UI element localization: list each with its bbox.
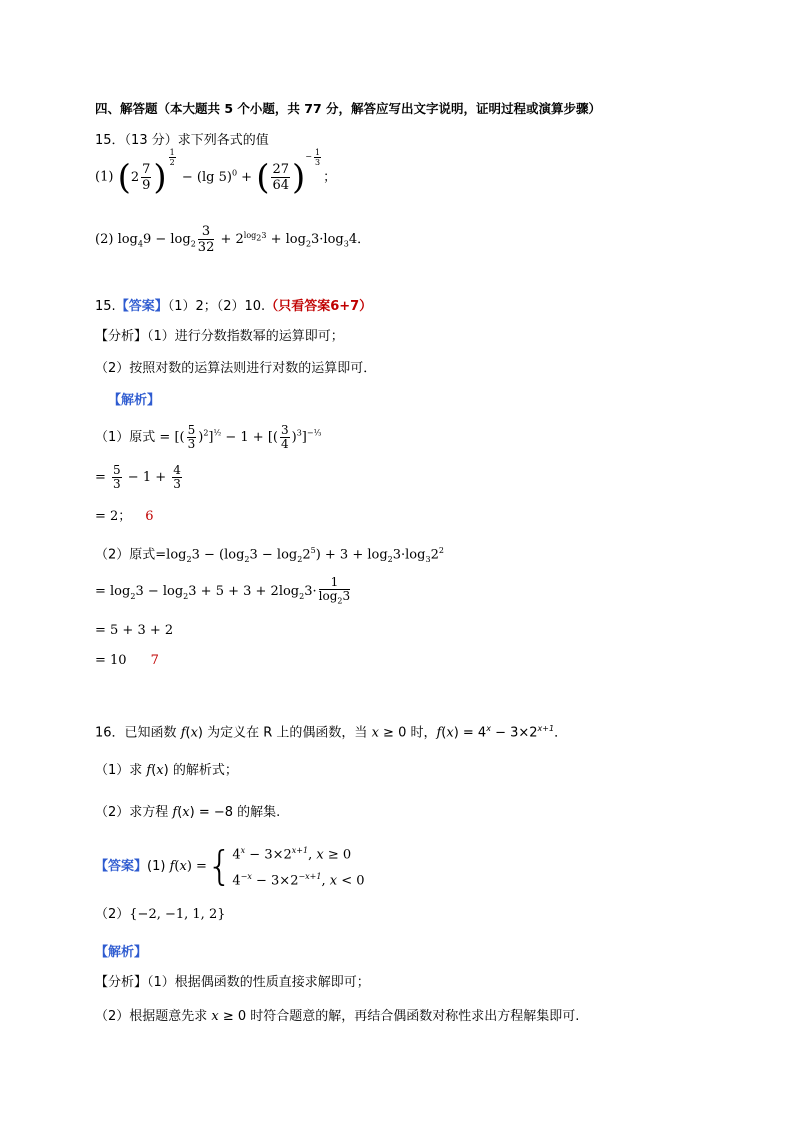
q15-part2-expression: $\log_49 - \log_2$ $\frac{3}{32}$ + $2^{log_23} + \log_23\cdot\log_34$．	[117, 224, 371, 255]
a16-piecewise: $4^x - 3\times 2^{x+1}$, x ≥ 0 $4^{-x} - 3\times 2^{-x+1}$, x < 0	[232, 846, 365, 889]
a15-step2-score: 7	[150, 653, 159, 668]
a15-step2-label: （2）原式	[95, 547, 156, 563]
section-heading: 四、解答题（本大题共 5 个小题，共 77 分，解答应写出文字说明，证明过程或演算步骤）	[95, 101, 602, 116]
a16-answer-1: 【答案】(1) f(x) ={ $4^x - 3\times 2^{x+1}$, x ≥ 0 $4^{-x} - 3\times 2^{-x+1}$, x < 0	[95, 840, 365, 888]
a15-step1-line3: = 2； 6	[95, 509, 154, 524]
a15-step2-line3: = 5 + 3 + 2	[95, 623, 174, 638]
q16-part2: （2）求方程 f(x) = −8 的解集.	[95, 805, 281, 820]
a16-answer-2: （2）{−2, −1, 1, 2}	[95, 907, 226, 922]
a16-analysis-1	[95, 974, 370, 992]
a16-analysis-text-1: （1）根据偶函数的性质直接求解即可；	[147, 975, 370, 990]
q15-part1-label: (1)	[95, 169, 114, 185]
a16-jiexi-tag: 【解析】	[95, 945, 148, 960]
q15-part1	[95, 147, 337, 210]
a15-answer-line	[95, 298, 372, 316]
a15-prefix: 15.	[95, 299, 116, 314]
q15-part1-expression: (2 $\frac{7}{9}$ ) $^{\frac{1}{2}}$ − (lg 5)$^0$ + ( $\frac{27}{64}$ )$^{- \frac{1}{3}}$ ；	[117, 147, 337, 197]
a15-answer-tag: 【答案】	[115, 299, 168, 314]
a15-analysis-2: （2）按照对数的运算法则进行对数的运算即可．	[95, 361, 377, 376]
a15-step1-line2: = $\frac{5}{3}$ − 1 + $\frac{4}{3}$	[95, 463, 181, 491]
a15-step2-line1: （2）原式$=\log_23 - (\log_23 - \log_22^5) + 3 + \log_23\cdot\log_32^2$	[95, 546, 444, 564]
a15-step1-label: （1）原式	[95, 430, 156, 445]
a15-step2-line4: = 10 7	[95, 653, 159, 668]
a15-analysis-tag: 【分析】	[95, 329, 148, 344]
a15-analysis-text-1: （1）进行分数指数幂的运算即可；	[147, 329, 344, 344]
a16-analysis-tag: 【分析】	[95, 975, 148, 990]
a15-step1-score: 6	[145, 509, 154, 524]
a15-jiexi-tag: 【解析】	[108, 393, 161, 408]
a15-step1-line1: （1）原式 = [( $\frac{5}{3}$ )$^2$]$^{\frac{1}{2}}$ − 1 + [( $\frac{3}{4}$ )$^3$]$^{-\frac{1}{3}}$	[95, 423, 322, 451]
q15-part2-label: (2)	[95, 232, 114, 247]
a16-answer-tag: 【答案】	[95, 858, 148, 874]
a15-answer: （1）2；（2）10.	[167, 299, 266, 314]
a15-note: （只看答案6+7）	[265, 299, 373, 314]
q15-part2	[95, 224, 370, 264]
a16-ans1-label: (1)	[147, 858, 166, 874]
q16-stem: 16．已知函数 f(x) 为定义在 R 上的偶函数，当 x ≥ 0 时，$f(x) = 4^x - 3\times 2^{x+1}$．	[95, 724, 568, 741]
a15-step2-line2: = $\log_23 - \log_23 + 5 + 3 + 2\log_23\cdot$ $\frac{1}{\log_23}$	[95, 575, 351, 606]
a15-analysis-1	[95, 328, 344, 346]
a16-analysis-2: （2）根据题意先求 x ≥ 0 时符合题意的解，再结合偶函数对称性求出方程解集即可.	[95, 1009, 580, 1024]
q15-title: 15．（13 分）求下列各式的值	[95, 133, 269, 148]
q16-part1: （1）求 f(x) 的解析式；	[95, 763, 238, 778]
